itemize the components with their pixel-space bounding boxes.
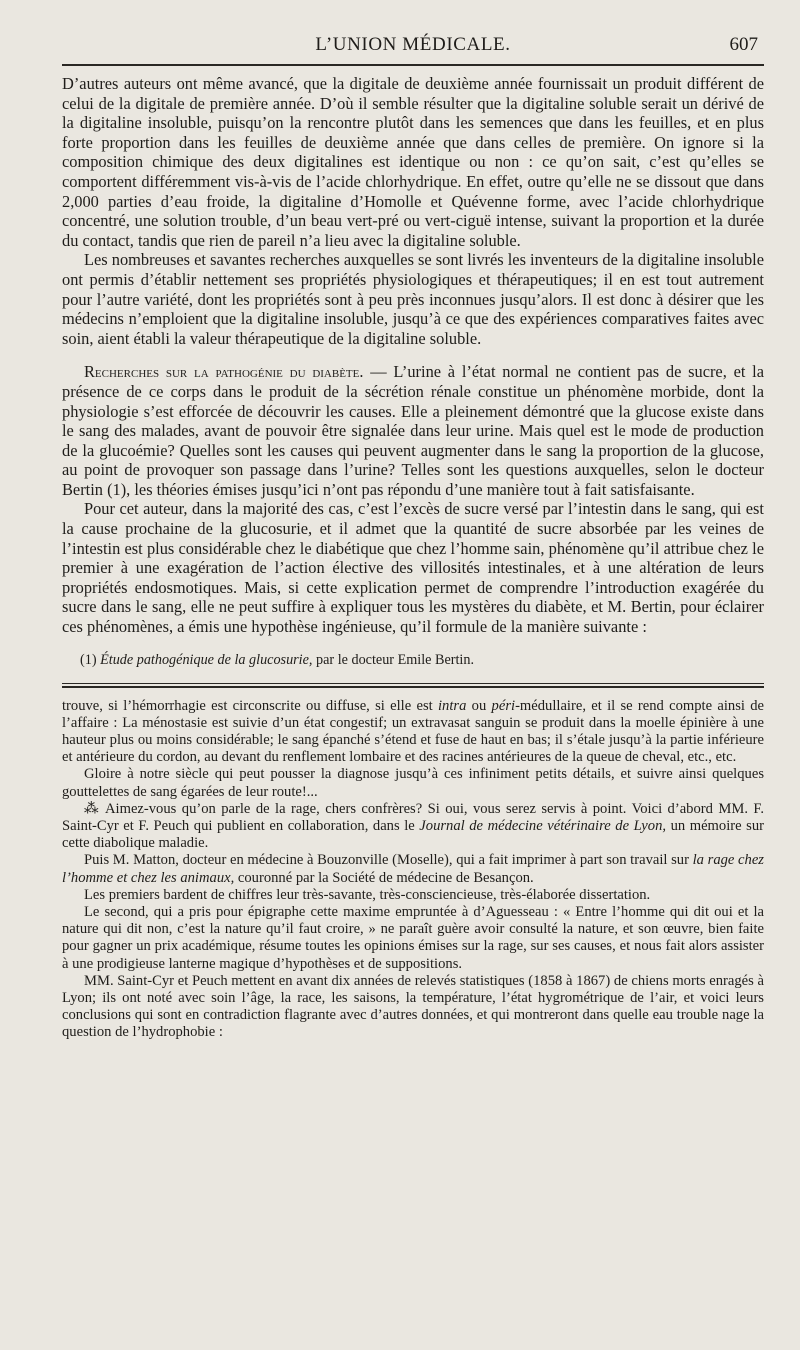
paragraph: Pour cet auteur, dans la majorité des cas, c’est l’excès de sucre versé par l’intestin dans le sang, qui est la cause prochaine de la glucosurie, et il admet que la quantité de sucre absorbée par les veines de l’intestin est plus considérable chez le diabétique que chez l’homme sain, phénomène qu’il attribue chez le premier à une exagération de l’action élective des villosités intestinales, et à une altération de leurs propriétés endosmotiques. Mais, si cette explication permet de comprendre l’introduction exagérée du sucre dans le sang, elle ne peut suffire à expliquer tous les mystères du diabète, et M. Bertin, pour éclairer ces phénomènes, a émis une hypothèse ingénieuse, qu’il formule de la manière suivante : xyxy=(62,499,764,637)
footnote-text: par le docteur Emile Bertin. xyxy=(312,651,475,668)
text-italic: intra xyxy=(437,697,467,714)
section-heading: Recherches sur la pathogénie du diabète. xyxy=(84,362,364,382)
section-paragraph xyxy=(62,362,764,499)
paragraph: Les nombreuses et savantes recherches auxquelles se sont livrés les inventeurs de la digitaline insoluble ont permis d’établir nettement ses propriétés physiologiques et thérapeutiques; il en est tout autrement pour l’autre variété, dont les propriétés sont à peu près inconnues jusqu’alors. Il est donc à désirer que les médecins n’emploient que la digitaline insoluble, jusqu’à ce que des expériences comparatives faites avec soin, aient établi la valeur thérapeutique de la digitaline soluble. xyxy=(62,250,765,348)
running-title: L’UNION MÉDICALE. xyxy=(315,34,511,55)
paragraph: Le second, qui a pris pour épigraphe cette maxime empruntée à d’Aguesseau : « Entre l’homme qui dit oui et la nature qui dit non, c’est la nature qu’il faut croire, » ne paraît guère avoir consulté la nature, et son œuvre, bien faite pour gagner un prix académique, résume toutes les opinions émises sur la rage, sur ses causes, et nous fait alors assister à une prodigieuse lanterne magique d’hypothèses et de suppositions. xyxy=(62,904,764,972)
text: couronné par la Société de médecine de Besançon. xyxy=(234,869,534,886)
text-italic: péri xyxy=(491,697,516,714)
page-header xyxy=(62,0,764,66)
text: Puis M. Matton, docteur en médecine à Bouzonville (Moselle), qui a fait imprimer à part son travail sur xyxy=(84,852,693,869)
main-article xyxy=(62,74,764,637)
footnote-title: Étude pathogénique de la glucosurie, xyxy=(100,651,313,668)
journal-title: Journal de médecine vétérinaire de Lyon, xyxy=(419,818,667,835)
section-text: — L’urine à l’état normal ne contient pas de sucre, et la présence de ce corps dans le produit de la sécrétion rénale constitue un phénomène morbide, dont la physiologie s’est efforcée de découvrir les causes. Elle a pleinement démontré que la glucose existe dans le sang des malades, avant de pouvoir être signalée dans leur urine. Mais quel est le mode de production de la glucoémie? Quelles sont les causes qui peuvent augmenter dans le sang la proportion de la glucose, au point de provoquer son passage dans l’urine? Telles sont les questions auxquelles, selon le docteur Bertin (1), les théories émises jusqu’ici n’ont pas répondu d’une manière tout à fait satisfaisante. xyxy=(62,362,764,499)
page-number: 607 xyxy=(729,34,758,55)
paragraph: Les premiers bardent de chiffres leur très-savante, très-consciencieuse, très-élaborée dissertation. xyxy=(84,886,651,903)
paragraph xyxy=(62,852,764,886)
text: -médullaire, et il se rend compte ainsi de l’affaire : La ménostasie est suivie d’un état congestif; un extravasat sanguin se produit dans la moelle épinière à une hauteur plus ou moins considérable; le sang épanché s’étend et fuse de haut en bas; il s’étale jusqu’à la partie inférieure et antérieure du cordon, au devant du renflement lombaire et des racines antérieures de la queue de cheval, etc., etc. xyxy=(62,697,764,766)
header-rule xyxy=(62,64,764,66)
work-title: la rage chez l’homme et chez les animaux, xyxy=(62,852,764,886)
paragraph: MM. Saint-Cyr et Peuch mettent en avant dix années de relevés statistiques (1858 à 1867) de chiens morts enragés à Lyon; ils ont noté avec soin l’âge, la race, les saisons, la température, l’état hygrométrique de l’air, et voici leurs conclusions qui sont en contradiction flagrante avec d’autres données, et qui montreront dans quelle eau trouble nage la question de l’hydrophobie : xyxy=(62,972,764,1041)
text: trouve, si l’hémorrhagie est circonscrite ou diffuse, si elle est xyxy=(62,697,438,714)
footnote xyxy=(62,651,764,669)
text: un mémoire sur cette diabolique maladie. xyxy=(62,818,764,852)
paragraph xyxy=(62,801,764,853)
paragraph: Gloire à notre siècle qui peut pousser la diagnose jusqu’à ces infiniment petits détails, et suivre ainsi quelques gouttelettes de sang égarées de leur route!... xyxy=(62,766,764,800)
feuilleton-rule xyxy=(62,683,764,688)
paragraph: D’autres auteurs ont même avancé, que la digitale de deuxième année fournissait un produit différent de celui de la digitale de première année. D’où il semble résulter que la digitaline soluble serait un dérivé de la digitaline insoluble, puisqu’on la rencontre plutôt dans les semences que dans les feuilles, et en plus forte proportion dans les feuilles de deuxième année que dans celles de première. On ignore si la composition chimique des deux digitalines est identique ou non : ce qu’on sait, c’est qu’elles se comportent différemment vis-à-vis de l’acide chlorhydrique. En effet, outre qu’elle ne se dissout que dans 2,000 parties d’eau froide, la digitaline d’Homolle et Quévenne forme, avec l’acide chlorhydrique concentré, une solution trouble, d’un beau vert-pré ou vert-ciguë intense, suivant la proportion et la durée du contact, tandis que rien de pareil n’a lieu avec la digitaline soluble. xyxy=(62,74,764,250)
paragraph xyxy=(62,698,764,767)
text: ⁂ Aimez-vous qu’on parle de la rage, chers confrères? Si oui, vous serez servis à point. Voici d’abord MM. F. Saint-Cyr et F. Peuch qui publient en collaboration, dans le xyxy=(62,800,764,835)
feuilleton xyxy=(62,698,764,1042)
text: ou xyxy=(466,697,492,714)
footnote-marker: (1) xyxy=(80,651,101,668)
